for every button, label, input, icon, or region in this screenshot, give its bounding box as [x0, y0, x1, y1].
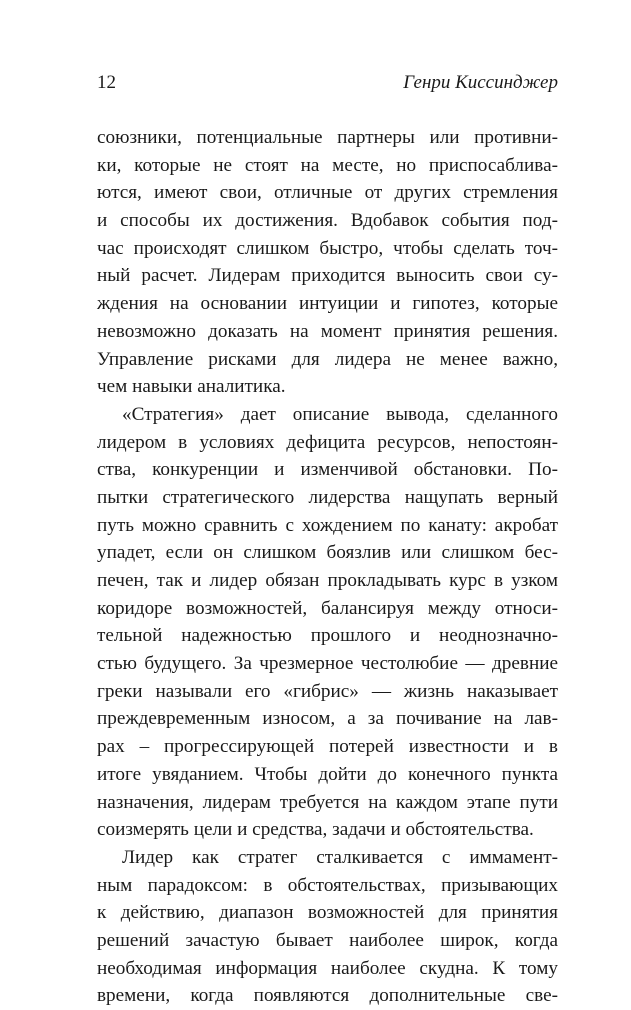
text-line: и способы их достижения. Вдобавок события под- [97, 210, 558, 232]
paragraph [97, 401, 558, 844]
text-line: союзники, потенциальные партнеры или противни- [97, 127, 558, 148]
text-line: соизмерять цели и средства, задачи и обстоятельства. [97, 819, 534, 841]
running-title: Генри Киссинджер [403, 72, 558, 93]
page-header [97, 72, 558, 100]
text-line: ный расчет. Лидерам приходится выносить свои су- [97, 265, 558, 287]
text-line: к действию, диапазон возможностей для принятия [97, 902, 558, 924]
text-line: решений зачастую бывает наиболее широк, когда [97, 929, 558, 951]
paragraph [97, 124, 558, 401]
text-line: рах – прогрессирующей потерей известности и в [97, 736, 558, 758]
text-line: упадет, если он слишком боязлив или слишком бес- [97, 542, 558, 564]
text-line: коридоре возможностей, балансируя между относи- [97, 597, 558, 619]
text-line: тельной надежностью прошлого и неоднозначно- [97, 625, 558, 647]
text-line: пытки стратегического лидерства нащупать верный [97, 486, 558, 508]
text-line: итоге увяданием. Чтобы дойти до конечного пункта [97, 763, 558, 785]
text-line: стью будущего. За чрезмерное честолюбие — древние [97, 653, 558, 675]
text-line: ются, имеют свои, отличные от других стремления [97, 182, 558, 204]
page-number: 12 [97, 72, 116, 93]
text-line: ным парадоксом: в обстоятельствах, призывающих [97, 874, 558, 896]
text-line: ства, конкуренции и изменчивой обстановки. По- [97, 459, 558, 481]
text-line: «Стратегия» дает описание вывода, сделанного [122, 403, 558, 425]
text-line: греки называли его «гибрис» — жизнь наказывает [97, 680, 558, 702]
text-line: Управление рисками для лидера не менее важно, [97, 348, 558, 370]
text-line: необходимая информация наиболее скудна. К тому [97, 957, 558, 979]
text-line: путь можно сравнить с хождением по канату: акробат [97, 514, 558, 536]
text-line: времени, когда появляются дополнительные све- [97, 985, 558, 1007]
text-line: невозможно доказать на момент принятия решения. [97, 320, 558, 342]
paragraph [97, 844, 558, 1010]
text-line: печен, так и лидер обязан прокладывать курс в узком [97, 570, 558, 591]
text-line: чем навыки аналитика. [97, 376, 286, 398]
text-line: Лидер как стратег сталкивается с иммамент- [122, 846, 558, 868]
text-line: час происходят слишком быстро, чтобы сделать точ- [97, 237, 558, 259]
text-line: ки, которые не стоят на месте, но приспосаблива- [97, 154, 558, 176]
body-text [97, 124, 558, 1010]
text-line: преждевременным износом, а за почивание на лав- [97, 708, 558, 730]
text-line: назначения, лидерам требуется на каждом этапе пути [97, 791, 558, 813]
text-line: ждения на основании интуиции и гипотез, которые [97, 293, 558, 315]
text-line: лидером в условиях дефицита ресурсов, непостоян- [97, 431, 558, 453]
